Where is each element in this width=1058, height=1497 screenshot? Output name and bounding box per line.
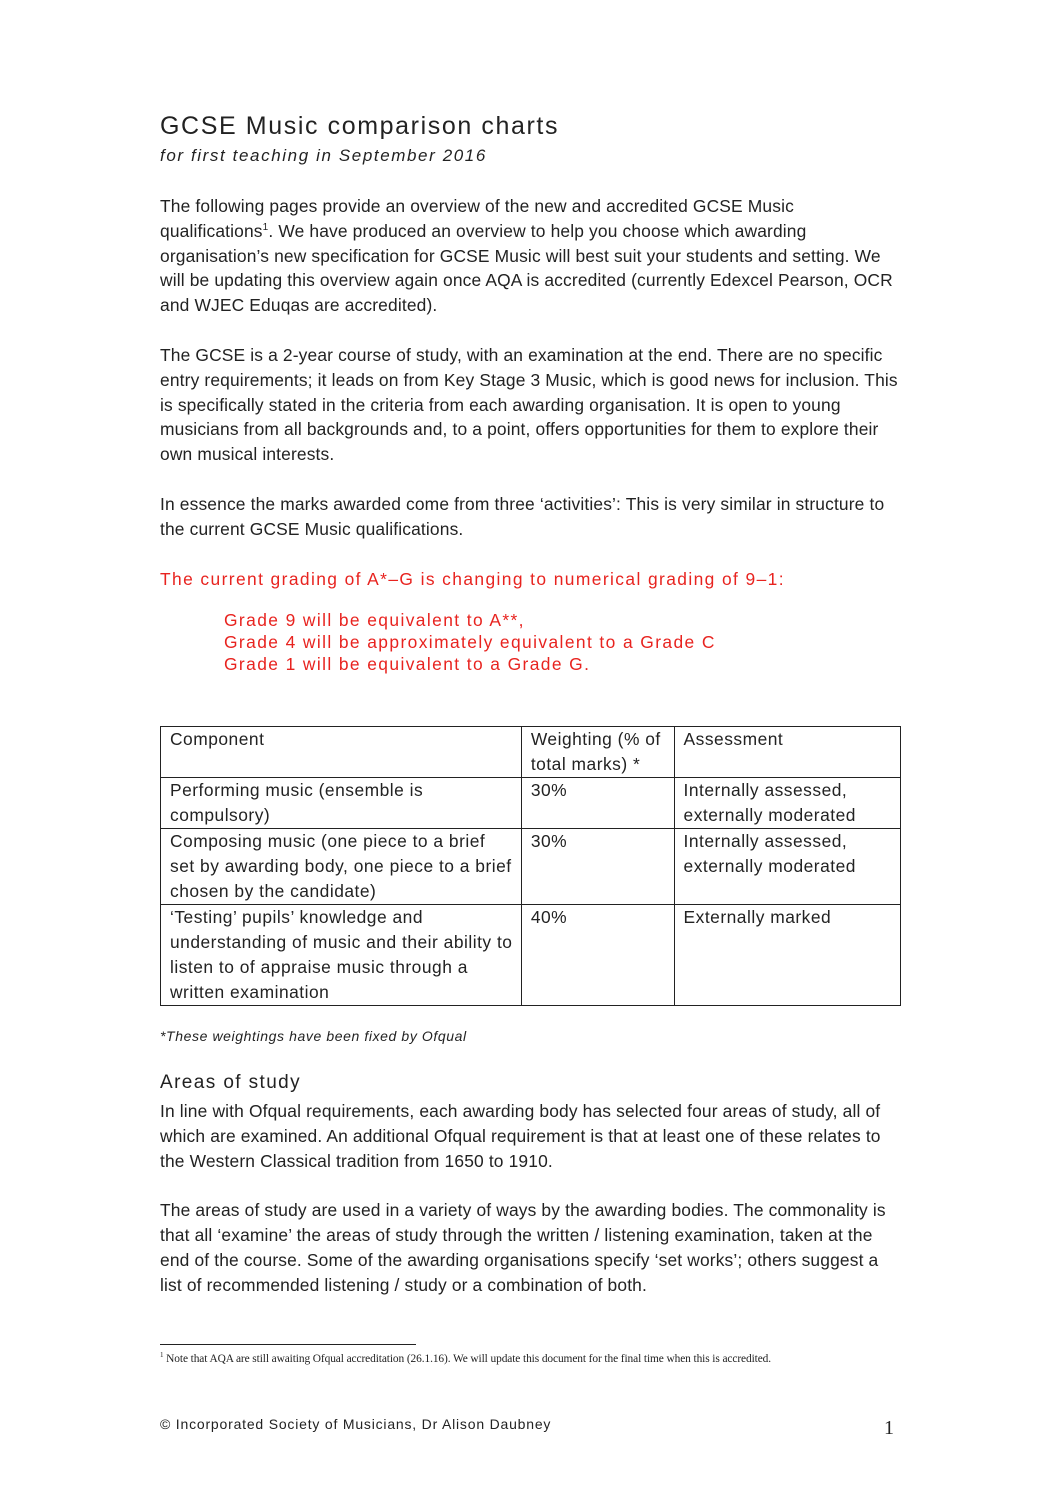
document-page — [160, 110, 900, 1295]
components-table — [160, 726, 901, 1006]
table-row — [161, 905, 901, 1006]
intro-paragraph-1-text: The following pages provide an overview of the new and accredited GCSE Music qualifications — [160, 196, 794, 241]
table-cell: Internally assessed, externally moderated — [674, 778, 900, 829]
header-cell-weighting: Weighting (% of total marks) * — [521, 727, 674, 778]
footnote — [160, 1353, 771, 1365]
intro-paragraph-1-continued: . We have produced an overview to help you choose which awarding organisation’s new specification for GCSE Music will best suit your students and setting. We will be updating this overview again once AQA is accredited (currently Edexcel Pearson, OCR and WJEC Eduqas are accredited). — [160, 220, 893, 316]
header-cell-assessment: Assessment — [674, 727, 900, 778]
table-cell: Externally marked — [674, 905, 900, 1006]
table-note: *These weightings have been fixed by Ofqual — [160, 1028, 467, 1044]
areas-of-study-section — [160, 1099, 900, 1298]
areas-paragraph-2: The areas of study are used in a variety of ways by the awarding bodies. The commonality is that all ‘examine’ the areas of study through the written / listening examination, taken at the end of the course. Some of the awarding organisations specify ‘set works’; others suggest a list of recommended listening / study or a combination of both. — [160, 1200, 886, 1295]
section-heading-areas-of-study: Areas of study — [160, 1072, 302, 1093]
grade-line: Grade 9 will be equivalent to A**, — [224, 609, 525, 630]
grading-intro: The current grading of A*–G is changing to numerical grading of 9–1: — [160, 568, 785, 589]
page-number: 1 — [884, 1417, 894, 1439]
table-row — [161, 829, 901, 905]
table-cell: 30% — [521, 829, 674, 905]
table-cell: 40% — [521, 905, 674, 1006]
table-cell: 30% — [521, 778, 674, 829]
intro-paragraph-2: The GCSE is a 2-year course of study, with an examination at the end. There are no specific entry requirements; it leads on from Key Stage 3 Music, which is good news for inclusion. This is specifically stated in the criteria from each awarding organisation. It is open to young musicians from all backgrounds and, to a point, offers opportunities for them to explore their own musical interests. — [160, 344, 898, 465]
areas-paragraph-1: In line with Ofqual requirements, each awarding body has selected four areas of study, all of which are examined. An additional Ofqual requirement is that at least one of these relates to the Western Classical tradition from 1650 to 1910. — [160, 1101, 881, 1171]
table-row — [161, 778, 901, 829]
table-header-row — [161, 727, 901, 778]
table-cell: Internally assessed, externally moderated — [674, 829, 900, 905]
grade-line: Grade 4 will be approximately equivalent to a Grade C — [224, 631, 716, 652]
page-title: GCSE Music comparison charts — [160, 112, 560, 140]
copyright-notice: © Incorporated Society of Musicians, Dr Alison Daubney — [160, 1416, 552, 1432]
table-cell: ‘Testing’ pupils’ knowledge and understanding of music and their ability to listen to of appraise music through a written examination — [161, 905, 522, 1006]
footnote-text: Note that AQA are still awaiting Ofqual accreditation (26.1.16). We will update this document for the final time when this is accredited. — [163, 1353, 771, 1365]
grading-list — [224, 609, 900, 675]
footnote-reference: 1 — [262, 222, 269, 233]
footnote-mark: 1 — [160, 1351, 164, 1360]
intro-paragraph-1 — [160, 194, 900, 318]
table-cell: Performing music (ensemble is compulsory) — [161, 778, 522, 829]
footnote-divider — [160, 1344, 416, 1345]
intro-paragraph-3: In essence the marks awarded come from three ‘activities’: This is very similar in structure to the current GCSE Music qualifications. — [160, 493, 885, 539]
page-subtitle: for first teaching in September 2016 — [160, 146, 487, 165]
table-cell: Composing music (one piece to a brief set by awarding body, one piece to a brief chosen by the candidate) — [161, 829, 522, 905]
header-cell-component: Component — [161, 727, 522, 778]
grade-line: Grade 1 will be equivalent to a Grade G. — [224, 653, 591, 674]
